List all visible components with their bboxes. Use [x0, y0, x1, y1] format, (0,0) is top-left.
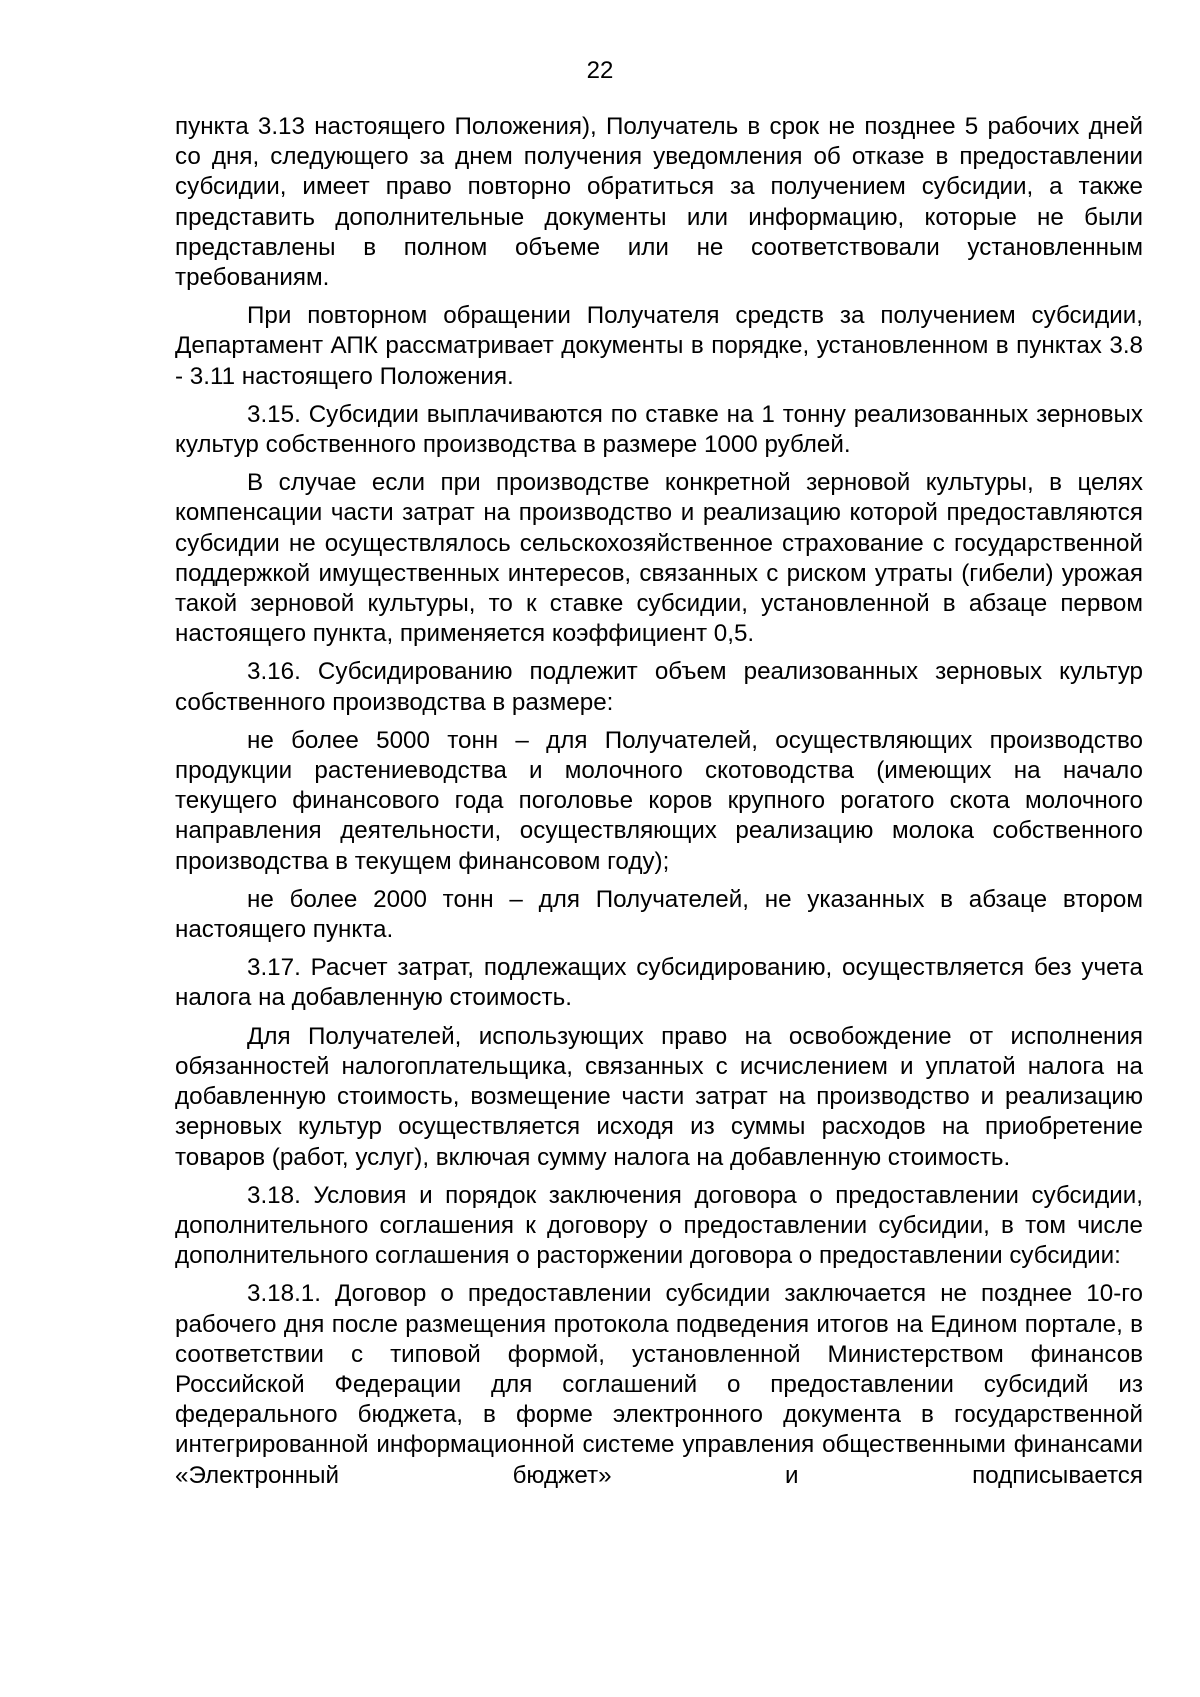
paragraph-limit-2000: не более 2000 тонн – для Получателей, не указанных в абзаце втором настоящего пункта.: [175, 885, 1143, 944]
paragraph-3-15: 3.15. Субсидии выплачиваются по ставке на 1 тонну реализованных зерновых культур собственного производства в размере 1000 рублей.: [175, 400, 1143, 459]
paragraph-3-18: 3.18. Условия и порядок заключения договора о предоставлении субсидии, дополнительного соглашения к договору о предоставлении субсидии, в том числе дополнительного соглашения о расторжении договора о предоставлении субсидии:: [175, 1181, 1143, 1270]
paragraph-vat-exemption: Для Получателей, использующих право на освобождение от исполнения обязанностей налогоплательщика, связанных с исчислением и уплатой налога на добавленную стоимость, возмещение части затрат на производство и реализацию зерновых культур осуществляется исходя из суммы расходов на приобретение товаров (работ, услуг), включая сумму налога на добавленную стоимость.: [175, 1022, 1143, 1171]
paragraph-3-17: 3.17. Расчет затрат, подлежащих субсидированию, осуществляется без учета налога на добавленную стоимость.: [175, 954, 1143, 1012]
paragraph-continuation: пункта 3.13 настоящего Положения), Получатель в срок не позднее 5 рабочих дней со дня, следующего за днем получения уведомления об отказе в предоставлении субсидии, имеет право повторно обратиться за получением субсидии, а также представить дополнительные документы или информацию, которые не были представлены в полном объеме или не соответствовали установленным требованиям.: [175, 113, 1143, 292]
document-body: [175, 112, 1143, 1499]
paragraph-limit-5000: не более 5000 тонн – для Получателей, осуществляющих производство продукции растениеводства и молочного скотоводства (имеющих на начало текущего финансового года поголовье коров крупного рогатого скота молочного направления деятельности, осуществляющих реализацию молока собственного производства в текущем финансовом году);: [175, 726, 1143, 875]
paragraph-repeat-application: При повторном обращении Получателя средств за получением субсидии, Департамент АПК рассматривает документы в порядке, установленном в пунктах 3.8 - 3.11 настоящего Положения.: [175, 302, 1143, 390]
paragraph-3-16: 3.16. Субсидированию подлежит объем реализованных зерновых культур собственного производства в размере:: [175, 658, 1143, 716]
paragraph-coefficient: В случае если при производстве конкретной зерновой культуры, в целях компенсации части затрат на производство и реализацию которой предоставляются субсидии не осуществлялось сельскохозяйственное страхование с государственной поддержкой имущественных интересов, связанных с риском утраты (гибели) урожая такой зерновой культуры, то к ставке субсидии, установленной в абзаце первом настоящего пункта, применяется коэффициент 0,5.: [175, 469, 1143, 648]
page-number: 22: [586, 57, 614, 84]
paragraph-3-18-1: 3.18.1. Договор о предоставлении субсидии заключается не позднее 10-го рабочего дня после размещения протокола подведения итогов на Едином портале, в соответствии с типовой формой, установленной Министерством финансов Российской Федерации для соглашений о предоставлении субсидий из федерального бюджета, в форме электронного документа в государственной интегрированной информационной системе управления общественными финансами «Электронный бюджет» и подписывается: [175, 1280, 1143, 1489]
